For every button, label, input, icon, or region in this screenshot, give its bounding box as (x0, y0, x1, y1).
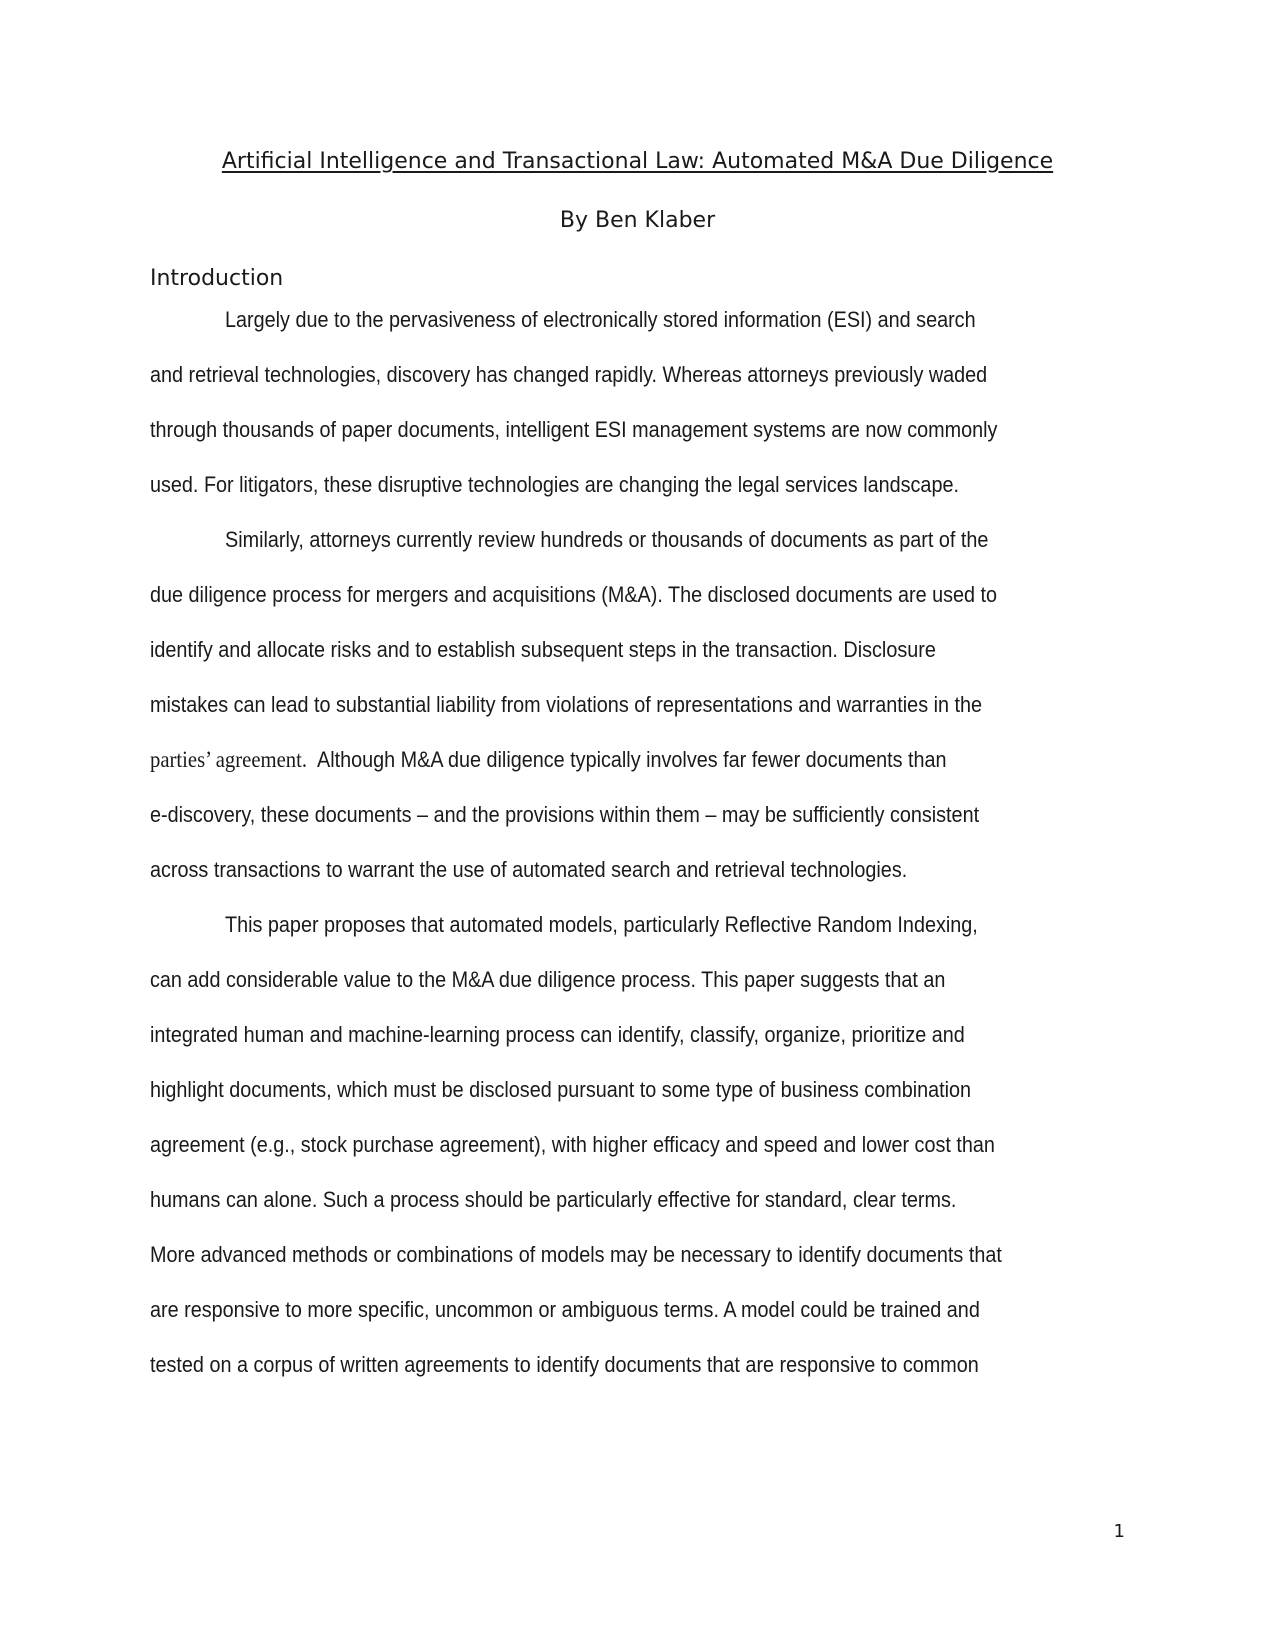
body-line: highlight documents, which must be disclosed pursuant to some type of business combination (150, 1077, 972, 1102)
body-line: tested on a corpus of written agreements to identify documents that are responsive to common (150, 1352, 979, 1377)
body-line: across transactions to warrant the use of automated search and retrieval technologies. (150, 857, 908, 882)
body-line-segment: Although M&A due diligence typically involves far fewer documents than (317, 747, 947, 772)
author-byline: By Ben Klaber (559, 208, 716, 233)
body-line: identify and allocate risks and to establish subsequent steps in the transaction. Disclosure (150, 637, 936, 662)
body-line: Largely due to the pervasiveness of electronically stored information (ESI) and search (225, 307, 976, 332)
body-line: agreement (e.g., stock purchase agreement), with higher efficacy and speed and lower cost than (150, 1132, 995, 1157)
body-line: can add considerable value to the M&A due diligence process. This paper suggests that an (150, 967, 946, 992)
section-heading: Introduction (150, 266, 284, 291)
page-number: 1 (1113, 1521, 1125, 1542)
body-line: through thousands of paper documents, intelligent ESI management systems are now commonly (150, 417, 998, 442)
body-line: and retrieval technologies, discovery has changed rapidly. Whereas attorneys previously waded (150, 362, 988, 387)
body-line: This paper proposes that automated models, particularly Reflective Random Indexing, (225, 912, 978, 937)
body-line: integrated human and machine-learning process can identify, classify, organize, prioritize and (150, 1022, 965, 1047)
body-line-serif-segment: parties’ agreement. (150, 747, 308, 772)
body-line: mistakes can lead to substantial liability from violations of representations and warranties in the (150, 692, 983, 717)
body-line: humans can alone. Such a process should be particularly effective for standard, clear terms. (150, 1187, 957, 1212)
body-line: are responsive to more specific, uncommon or ambiguous terms. A model could be trained and (150, 1297, 980, 1322)
body-line: used. For litigators, these disruptive technologies are changing the legal services landscape. (150, 472, 959, 497)
body-line: Similarly, attorneys currently review hundreds or thousands of documents as part of the (225, 527, 989, 552)
body-line: More advanced methods or combinations of models may be necessary to identify documents that (150, 1242, 1002, 1267)
document-title: Artificial Intelligence and Transactional Law: Automated M&A Due Diligence (221, 149, 1054, 174)
body-line: due diligence process for mergers and acquisitions (M&A). The disclosed documents are used to (150, 582, 998, 607)
body-line (150, 745, 947, 775)
body-line: e-discovery, these documents – and the provisions within them – may be sufficiently consistent (150, 802, 980, 827)
